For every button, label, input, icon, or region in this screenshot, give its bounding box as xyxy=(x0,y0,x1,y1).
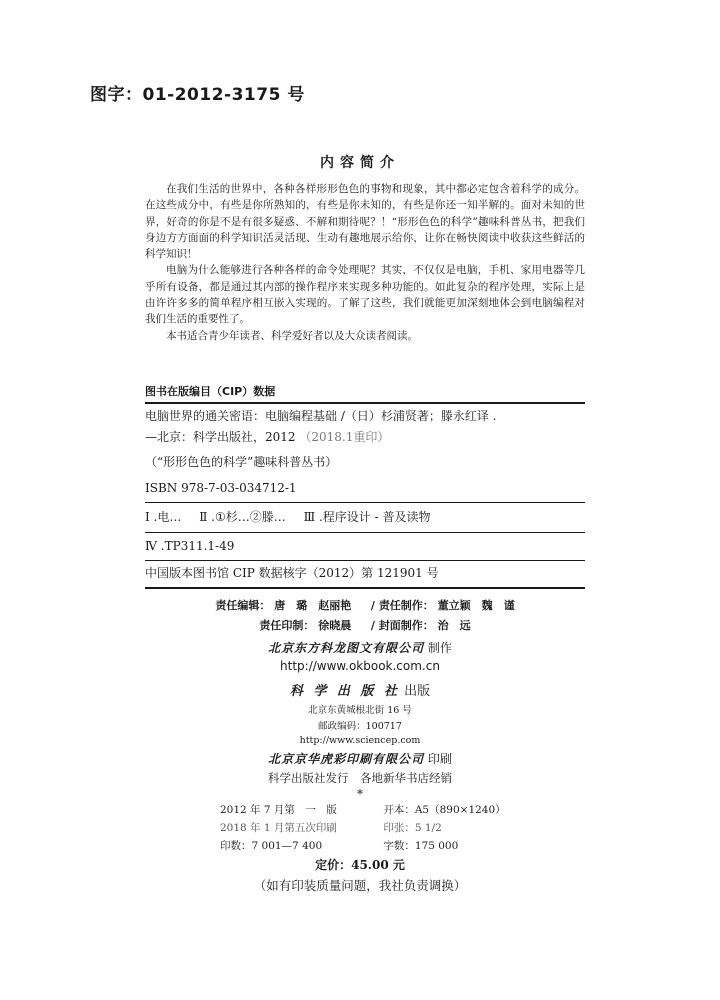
printer-suffix: 印刷 xyxy=(427,752,452,766)
cip-isbn: ISBN 978-7-03-034712-1 xyxy=(145,481,297,495)
intro-paragraph-3: 本书适合青少年读者、科学爱好者以及大众读者阅读。 xyxy=(166,329,418,342)
press-postcode: 邮政编码：100717 xyxy=(318,721,402,732)
intro-paragraph-2: 电脑为什么能够进行各种各样的命令处理呢？其实，不仅仅是电脑，手机、家用电器等几乎所有设备，都是通过其内部的操作程序来实现多种功能的。如此复杂的程序处理，实际上是由许许多多的简单程序相互嵌入实现的。了解了这些，我们就能更加深刻地体会到电脑编程对我们生活的重要性了。 xyxy=(145,264,585,326)
press-line xyxy=(0,680,720,699)
spec-row-edition xyxy=(220,801,506,819)
intro-paragraph-1: 在我们生活的世界中，各种各样形形色色的事物和现象，其中都必定包含着科学的成分。在这些成分中，有些是你所熟知的，有些是你未知的，有些是你还一知半解的。面对未知的世界，好奇的你是不是有很多疑惑、不解和期待呢？！“形形色色的科学”趣味科普丛书，把我们身边方方面面的科学知识活灵活现、生动有趣地展示给你，让你在畅快阅读中收获这些鲜活的科学知识！ xyxy=(145,183,585,261)
cip-classification xyxy=(145,509,585,525)
printing-names: 徐晓晨 xyxy=(318,619,352,632)
divider xyxy=(145,587,585,589)
separator-star: * xyxy=(357,787,363,801)
printed-sheets: 印张：5 1/2 xyxy=(383,822,442,834)
spec-row-counts xyxy=(220,837,458,855)
cip-title-line: 电脑世界的通关密语：电脑编程基础 /（日）杉浦贤著；滕永红译 . xyxy=(145,409,497,423)
cip-series: （“形形色色的科学”趣味科普丛书） xyxy=(145,455,338,469)
printing-label: 责任印制： xyxy=(259,619,315,632)
production-label: / 责任制作： xyxy=(370,599,434,612)
cip-reprint-note: （2018.1重印） xyxy=(299,430,390,444)
book-format: 开本：A5（890×1240） xyxy=(383,804,506,816)
spec-row-reprint xyxy=(220,819,442,837)
word-count: 字数：175 000 xyxy=(383,840,459,852)
intro-text xyxy=(145,181,585,344)
maker-line xyxy=(0,639,720,656)
quality-notice: （如有印装质量问题，我社负责调换） xyxy=(253,878,467,893)
cip-class-1: Ⅰ .电… xyxy=(145,510,182,524)
press-suffix: 出版 xyxy=(404,684,431,699)
cip-publication-line xyxy=(145,429,585,445)
cip-class-number: Ⅳ .TP311.1-49 xyxy=(145,539,235,553)
cip-heading: 图书在版编目（CIP）数据 xyxy=(145,385,276,398)
credits-editors xyxy=(145,597,585,613)
cover-label: / 封面制作： xyxy=(370,619,434,632)
price: 定价：45.00 元 xyxy=(315,858,405,872)
press-address: 北京东黄城根北街 16 号 xyxy=(308,705,412,716)
editor-names: 唐 璐 赵丽艳 xyxy=(274,599,352,612)
print-run: 印数：7 001—7 400 xyxy=(220,840,323,852)
cover-names: 治 远 xyxy=(437,619,471,632)
divider xyxy=(145,560,585,561)
maker-suffix: 制作 xyxy=(427,641,452,655)
distribution-line: 科学出版社发行 各地新华书店经销 xyxy=(268,771,452,785)
intro-heading: 内容简介 xyxy=(320,155,400,171)
editor-label: 责任编辑： xyxy=(215,599,271,612)
registration-number: 图字：01-2012-3175 号 xyxy=(90,85,305,105)
cip-approval-number: 中国版本图书馆 CIP 数据核字（2012）第 121901 号 xyxy=(145,566,439,580)
maker-name: 北京东方科龙图文有限公司 xyxy=(268,641,425,655)
credits-printing xyxy=(145,617,585,633)
printer-name: 北京京华虎彩印刷有限公司 xyxy=(268,752,425,766)
edition-date: 2012 年 7 月第 一 版 xyxy=(220,804,337,816)
printer-line xyxy=(0,750,720,767)
press-name: 科 学 出 版 社 xyxy=(289,684,400,699)
maker-website: http://www.okbook.com.cn xyxy=(280,659,440,673)
reprint-date: 2018 年 1 月第五次印刷 xyxy=(220,822,337,834)
cip-publication-place: —北京：科学出版社，2012 xyxy=(145,430,296,444)
production-names: 董立颖 魏 谨 xyxy=(437,599,515,612)
cip-class-2: Ⅱ .①杉…②滕… xyxy=(199,510,286,524)
divider xyxy=(145,402,585,404)
cip-class-3: Ⅲ .程序设计 - 普及读物 xyxy=(303,510,431,524)
divider xyxy=(145,532,585,533)
divider xyxy=(145,502,585,503)
press-website: http://www.sciencep.com xyxy=(299,735,421,746)
